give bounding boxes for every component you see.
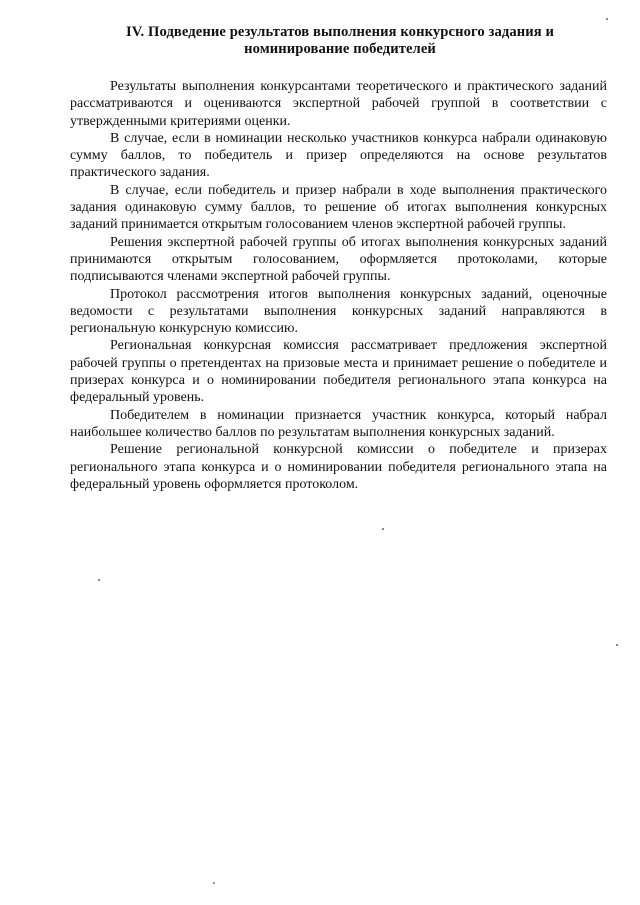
paragraph-equal-score-practical: В случае, если победитель и призер набрали в ходе выполнения практического задания одинаковую сумму баллов, то решение об итогах выполнения конкурсных заданий принимается открытым голосованием членов экспертной рабочей группы.	[70, 182, 607, 233]
paragraph-expert-decisions: Решения экспертной рабочей группы об итогах выполнения конкурсных заданий принимаются открытым голосованием, оформляется протоколами, которые подписываются членами экспертной рабочей группы.	[70, 234, 607, 285]
paragraph-equal-score-nomination: В случае, если в номинации несколько участников конкурса набрали одинаковую сумму баллов, то победитель и призер определяются на основе результатов практического задания.	[70, 130, 607, 181]
paragraph-results-evaluation: Результаты выполнения конкурсантами теоретического и практического заданий рассматриваются и оцениваются экспертной рабочей группой в соответствии с утвержденными критериями оценки.	[70, 79, 607, 129]
scan-speck	[98, 579, 100, 581]
scan-speck	[616, 644, 618, 646]
paragraph-protocol-submission: Протокол рассмотрения итогов выполнения конкурсных заданий, оценочные ведомости с результатами выполнения конкурсных заданий направляются в региональную конкурсную комиссию.	[70, 286, 607, 337]
section-heading-line-2: номинирование победителей	[244, 41, 436, 57]
paragraph-nomination-winner: Победителем в номинации признается участник конкурса, который набрал наибольшее количество баллов по результатам выполнения конкурсных заданий.	[70, 407, 607, 440]
scan-speck	[606, 18, 608, 20]
scan-speck	[382, 528, 384, 530]
section-heading-line-1: IV. Подведение результатов выполнения конкурсного задания и	[125, 24, 554, 40]
section-heading	[70, 24, 610, 58]
scan-speck	[213, 882, 215, 884]
paragraph-regional-commission: Региональная конкурсная комиссия рассматривает предложения экспертной рабочей группы о претендентах на призовые места и принимает решение о победителе и призерах конкурса и о номинировании победителя регионального этапа конкурса на федеральный уровень.	[70, 338, 607, 406]
paragraph-commission-decision: Решение региональной конкурсной комиссии о победителе и призерах регионального этапа конкурса и о номинировании победителя регионального этапа на федеральный уровень оформляется протоколом.	[70, 442, 607, 492]
document-body	[70, 78, 607, 493]
